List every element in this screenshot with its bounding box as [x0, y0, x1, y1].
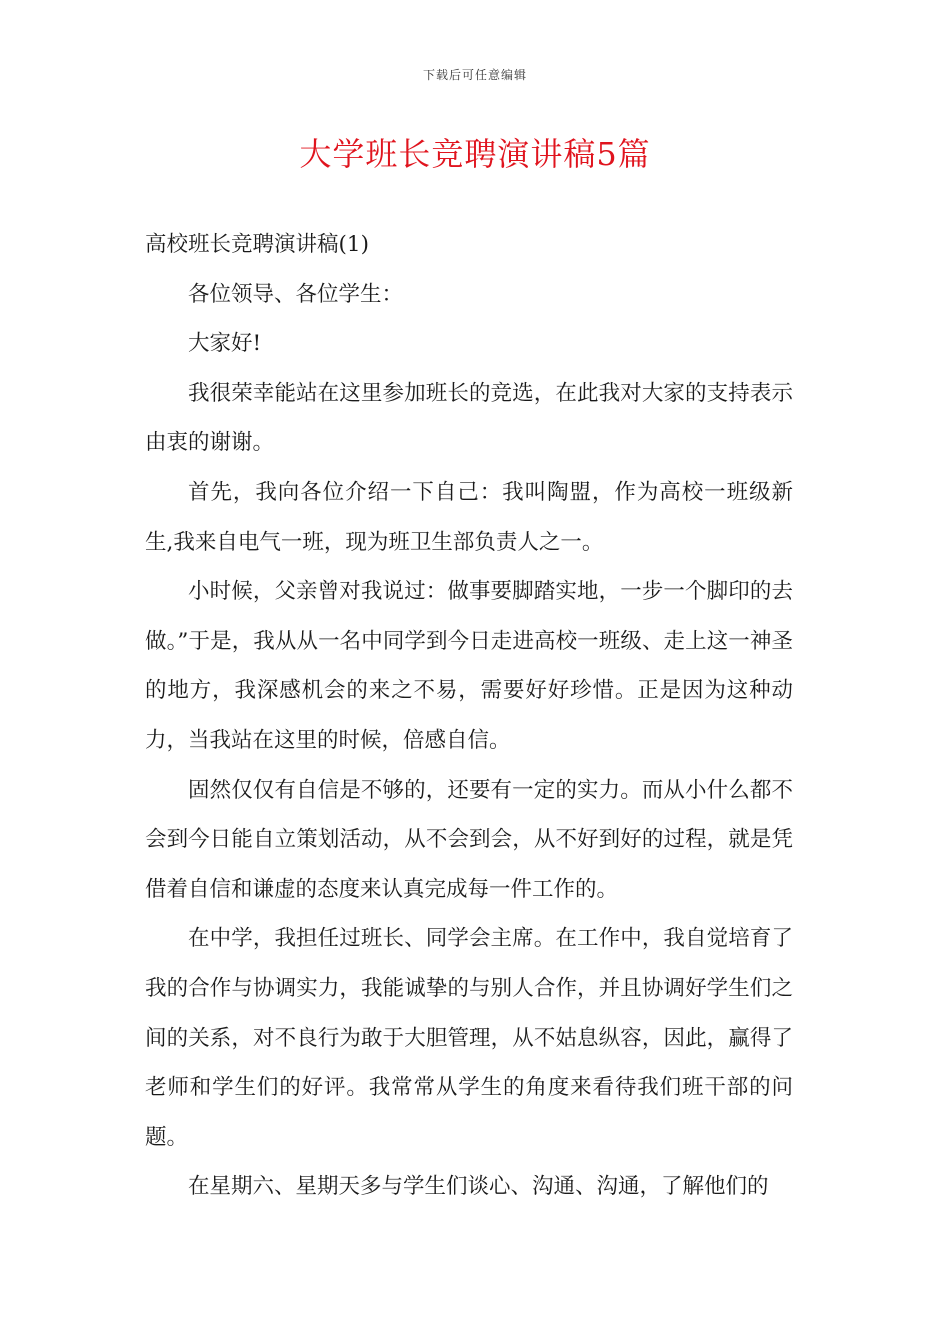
section-heading: 高校班长竞聘演讲稿(1)	[145, 232, 369, 257]
paragraph-greeting: 大家好!	[188, 331, 262, 357]
paragraph: 固然仅仅有自信是不够的，还要有一定的实力。而从小什么都不会到今日能自立策划活动，从不会到会，从不好到好的过程，就是凭借着自信和谦虚的态度来认真完成每一件工作的。	[145, 777, 793, 902]
document-body	[145, 220, 793, 1212]
paragraph-salutation: 各位领导、各位学生：	[188, 281, 404, 307]
paragraph: 小时候，父亲曾对我说过：做事要脚踏实地，一步一个脚印的去做。”于是，我从从一名中同学到今日走进高校一班级、走上这一神圣的地方，我深感机会的来之不易，需要好好珍惜。正是因为这种动力，当我站在这里的时候，倍感自信。	[145, 579, 793, 753]
header-note: 下载后可任意编辑	[422, 68, 527, 82]
paragraph: 在星期六、星期天多与学生们谈心、沟通、沟通，了解他们的	[188, 1174, 769, 1200]
paragraph: 我很荣幸能站在这里参加班长的竞选，在此我对大家的支持表示由衷的谢谢。	[145, 380, 793, 456]
paragraph: 首先，我向各位介绍一下自己：我叫陶盟，作为高校一班级新生,我来自电气一班，现为班卫生部负责人之一。	[145, 479, 793, 555]
paragraph: 在中学，我担任过班长、同学会主席。在工作中，我自觉培育了我的合作与协调实力，我能诚挚的与别人合作，并且协调好学生们之间的关系，对不良行为敢于大胆管理，从不姑息纵容，因此，赢得了老师和学生们的好评。我常常从学生的角度来看待我们班干部的问题。	[145, 926, 793, 1150]
document-title: 大学班长竞聘演讲稿5篇	[299, 135, 651, 173]
